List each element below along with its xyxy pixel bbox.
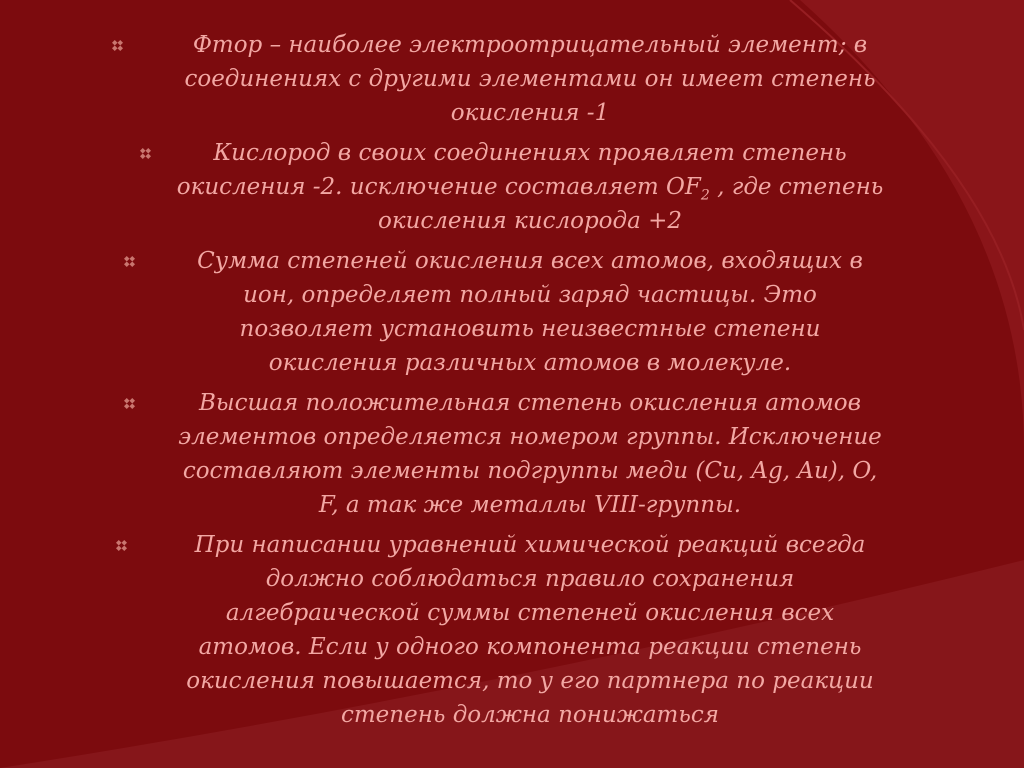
bullet-icon xyxy=(116,540,127,551)
text-line: ион, определяет полный заряд частицы. Это xyxy=(243,282,817,308)
text-fragment: окисления -2. исключение составляет OF xyxy=(176,174,701,200)
text-line: Высшая положительная степень окисления атомов xyxy=(198,390,862,416)
paragraph-fluorine xyxy=(100,28,960,130)
text-line: окисления -1 xyxy=(450,100,610,126)
text-line: Фтор – наиболее электроотрицательный элемент; в xyxy=(192,32,868,58)
text-fragment: , где степень xyxy=(709,174,884,200)
text-line: атомов. Если у одного компонента реакции степень xyxy=(198,634,862,660)
slide-body xyxy=(100,28,960,738)
text-line: При написании уравнений химической реакций всегда xyxy=(194,532,866,558)
text-line: должно соблюдаться правило сохранения xyxy=(265,566,795,592)
text-line: окисления различных атомов в молекуле. xyxy=(268,350,792,376)
text-line: составляют элементы подгруппы меди (Cu, Ag, Au), O, xyxy=(182,458,878,484)
text-line: соединениях с другими элементами он имеет степень xyxy=(184,66,876,92)
bullet-icon xyxy=(124,256,135,267)
text-line: Кислород в своих соединениях проявляет степень xyxy=(213,140,847,166)
text-line: Сумма степеней окисления всех атомов, входящих в xyxy=(197,248,863,274)
text-line: окисления кислорода +2 xyxy=(377,208,683,234)
text-line: окисления повышается, то у его партнера по реакции xyxy=(186,668,874,694)
bullet-icon xyxy=(140,148,151,159)
paragraph-sum-of-states xyxy=(100,244,960,380)
paragraph-oxygen xyxy=(100,136,960,238)
text-line: позволяет установить неизвестные степени xyxy=(239,316,821,342)
text-line: элементов определяется номером группы. Исключение xyxy=(178,424,882,450)
text-line: степень должна понижаться xyxy=(340,702,720,728)
text-line: алгебраической суммы степеней окисления всех xyxy=(225,600,835,626)
bullet-icon xyxy=(124,398,135,409)
subscript: 2 xyxy=(700,187,710,204)
text-line xyxy=(100,170,960,204)
paragraph-highest-state xyxy=(100,386,960,522)
text-line: F, а так же металлы VIII-группы. xyxy=(318,492,742,518)
bullet-icon xyxy=(112,40,123,51)
paragraph-equations xyxy=(100,528,960,732)
